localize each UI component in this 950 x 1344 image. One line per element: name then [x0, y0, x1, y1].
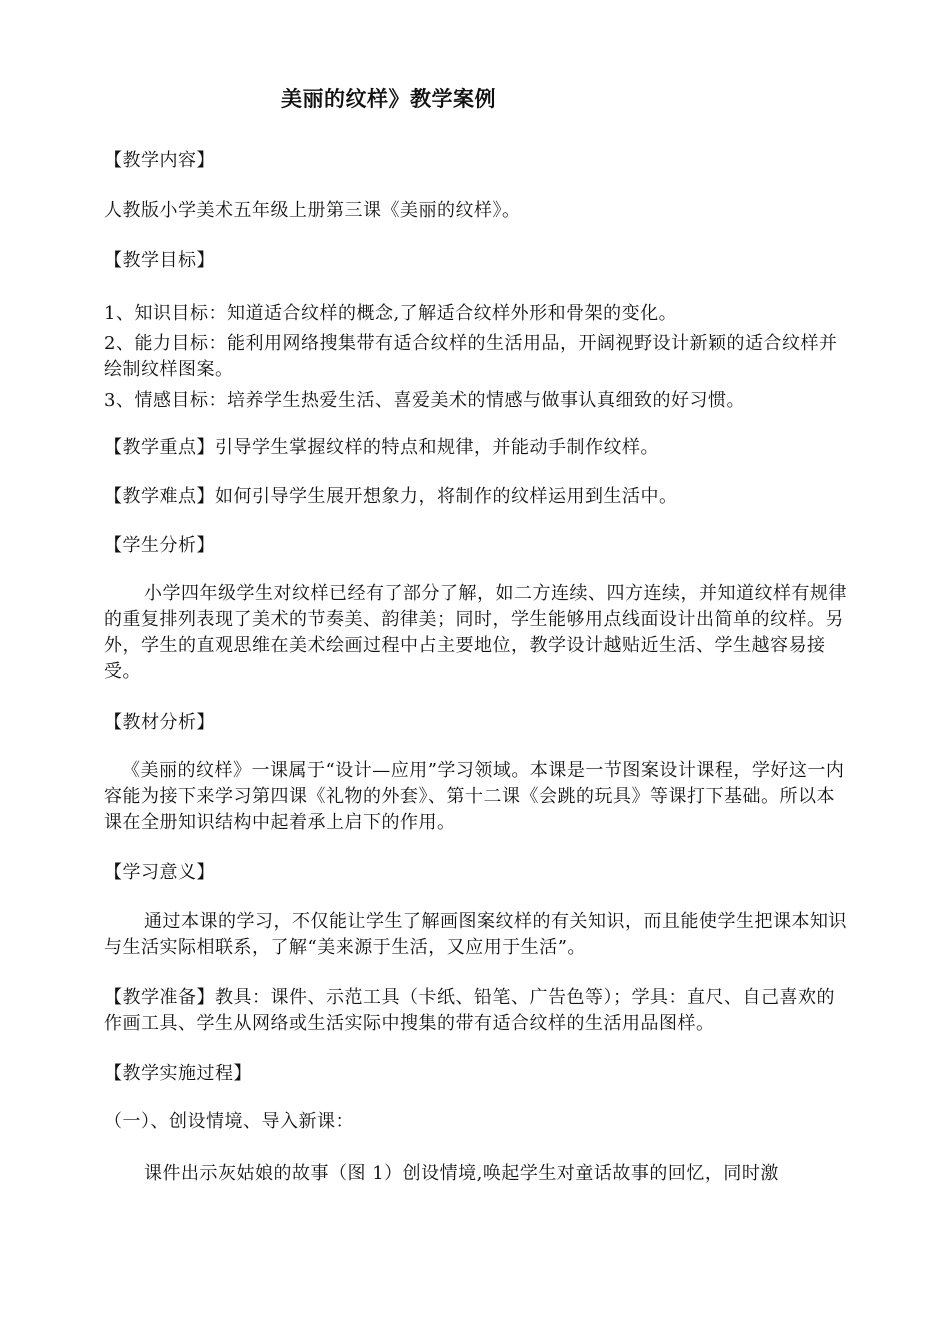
heading-significance: 【学习意义】 [104, 862, 215, 883]
preparation-paragraph [104, 985, 852, 1037]
process-step1-text: 课件出示灰姑娘的故事（图 1）创设情境,唤起学生对童话故事的回忆，同时激 [144, 1163, 779, 1184]
process-step1-title: （一）、创设情境、导入新课： [104, 1111, 354, 1132]
heading-material-analysis: 【教材分析】 [104, 712, 215, 733]
preparation-text: 教具：课件、示范工具（卡纸、铅笔、广告色等）；学具：直尺、自己喜欢的作画工具、学生从网络或生活实际中搜集的带有适合纹样的生活用品图样。 [104, 987, 835, 1034]
heading-key-point: 【教学重点】 [104, 437, 215, 458]
document-title: 美丽的纹样》教学案例 [281, 87, 496, 111]
difficulty-text: 如何引导学生展开想象力，将制作的纹样运用到生活中。 [215, 486, 678, 507]
student-analysis-text: 小学四年级学生对纹样已经有了部分了解，如二方连续、四方连续，并知道纹样有规律的重复排列表现了美术的节奏美、韵律美；同时，学生能够用点线面设计出简单的纹样。另外，学生的直观思维在美术绘画过程中占主要地位，教学设计越贴近生活、学生越容易接受。 [104, 583, 847, 682]
significance-text: 通过本课的学习，不仅能让学生了解画图案纹样的有关知识，而且能使学生把课本知识与生活实际相联系，了解“美来源于生活，又应用于生活”。 [104, 911, 847, 958]
key-point-line [104, 435, 852, 461]
material-analysis-text: 《美丽的纹样》一课属于“设计—应用”学习领域。本课是一节图案设计课程，学好这一内容能为接下来学习第四课《礼物的外套》、第十二课《会跳的玩具》等课打下基础。所以本课在全册知识结构中起着承上启下的作用。 [104, 760, 845, 833]
key-point-text: 引导学生掌握纹样的特点和规律，并能动手制作纹样。 [215, 437, 659, 458]
heading-process: 【教学实施过程】 [104, 1063, 252, 1084]
objective-item-3: 3、情感目标：培养学生热爱生活、喜爱美术的情感与做事认真细致的好习惯。 [104, 390, 745, 411]
objective-item-1: 1、知识目标：知道适合纹样的概念,了解适合纹样外形和骨架的变化。 [104, 303, 678, 324]
heading-difficulty: 【教学难点】 [104, 486, 215, 507]
content-text: 人教版小学美术五年级上册第三课《美丽的纹样》。 [104, 200, 521, 221]
objective-item-2: 2、能力目标：能利用网络搜集带有适合纹样的生活用品，开阔视野设计新颖的适合纹样并绘制纹样图案。 [104, 333, 838, 380]
heading-objectives: 【教学目标】 [104, 250, 215, 271]
heading-preparation: 【教学准备】 [104, 987, 215, 1008]
difficulty-line [104, 484, 852, 510]
heading-student-analysis: 【学生分析】 [104, 535, 215, 556]
heading-content: 【教学内容】 [104, 150, 215, 171]
